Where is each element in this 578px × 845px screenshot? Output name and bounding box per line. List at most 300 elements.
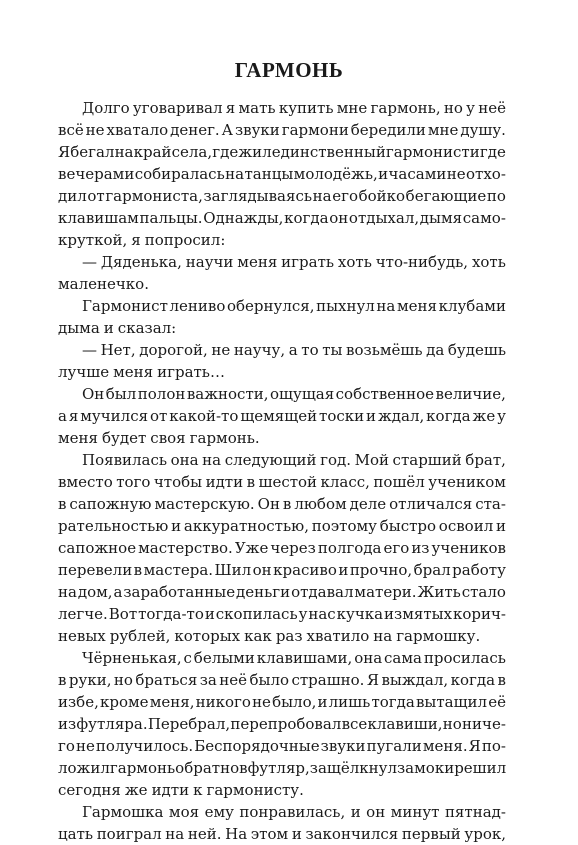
word: заглядываясь	[203, 187, 313, 205]
word: я	[131, 231, 141, 249]
word: и	[103, 319, 114, 337]
word: дом,	[77, 583, 113, 601]
word: в	[282, 495, 292, 513]
text-line	[58, 647, 506, 669]
text-line	[58, 207, 506, 229]
word: её	[488, 693, 506, 711]
text-line	[58, 603, 506, 625]
word: Я	[366, 671, 380, 689]
word: не	[75, 737, 95, 755]
word: меня	[58, 429, 99, 447]
word: меня	[237, 253, 278, 271]
text-line	[58, 383, 506, 405]
word: собиралась	[134, 165, 225, 183]
word: ста-	[475, 495, 506, 513]
word: пыхнул	[316, 297, 375, 315]
word: футляр,	[247, 759, 310, 777]
word: да	[426, 341, 445, 359]
word: гармониста,	[105, 187, 203, 205]
text-line	[58, 361, 506, 383]
word: щемящей	[240, 407, 318, 425]
word: по	[486, 187, 506, 205]
word: любом	[294, 495, 347, 513]
word: Он	[257, 495, 280, 513]
word: лучше	[58, 363, 110, 381]
word: было	[249, 671, 290, 689]
word: Чёрненькая,	[82, 649, 182, 667]
word: у	[497, 407, 506, 425]
word: легче.	[58, 605, 108, 623]
word: мать	[238, 99, 276, 117]
word: меня.	[422, 737, 468, 755]
word: тоски	[319, 407, 365, 425]
word: лениво	[169, 297, 226, 315]
word: и	[495, 517, 506, 535]
word: не	[85, 121, 105, 139]
word: ощущая	[270, 385, 335, 403]
word: кучка	[336, 605, 384, 623]
word: на	[202, 451, 222, 469]
word: кроме	[100, 693, 149, 711]
word: деньги	[236, 583, 291, 601]
word: Вот	[108, 605, 138, 623]
word: хоть	[337, 253, 372, 271]
word: у	[466, 99, 475, 117]
text-line	[58, 339, 506, 361]
word: отхо-	[466, 165, 506, 183]
word: а	[58, 407, 67, 425]
word: когда	[284, 209, 329, 227]
word: скопилась	[215, 605, 298, 623]
word: пугали	[366, 737, 422, 755]
word: обернулся,	[226, 297, 315, 315]
word: часами	[388, 165, 447, 183]
text-line	[58, 141, 506, 163]
word: звуки	[234, 121, 280, 139]
word: не	[211, 341, 231, 359]
word: Появилась	[82, 451, 168, 469]
word: цать	[58, 825, 94, 843]
word: Гармошка	[82, 803, 164, 821]
word: было,	[272, 693, 317, 711]
word: неё	[219, 671, 248, 689]
word: гармонь	[109, 759, 176, 777]
word: мастерскую.	[154, 495, 255, 513]
word: на	[376, 297, 396, 315]
word: ниче-	[462, 715, 506, 733]
word: от	[150, 407, 168, 425]
word: уговаривал	[132, 99, 223, 117]
word: и	[204, 605, 215, 623]
word: маленечко.	[58, 275, 149, 293]
word: обратно	[175, 759, 240, 777]
word: пальцы.	[139, 209, 203, 227]
text-line	[58, 449, 506, 471]
word: защёлкнул	[309, 759, 397, 777]
word: ложил	[58, 759, 110, 777]
word: как	[244, 627, 272, 645]
paragraph	[58, 801, 506, 845]
word: аккуратностью,	[183, 517, 309, 535]
word: вечерами	[58, 165, 135, 183]
word: она	[354, 649, 383, 667]
word: сама	[384, 649, 422, 667]
text-line	[58, 427, 506, 449]
word: пятнад-	[444, 803, 506, 821]
word: Он	[82, 385, 105, 403]
word: когда	[450, 671, 496, 689]
word: поиграл	[96, 825, 162, 843]
word: гармошку.	[396, 627, 481, 645]
word: и	[350, 803, 361, 821]
text-line	[58, 471, 506, 493]
word: замок	[397, 759, 445, 777]
word: тогда	[371, 693, 415, 711]
word: учеников	[431, 539, 506, 557]
word: понравилась,	[239, 803, 346, 821]
text-line	[58, 493, 506, 515]
text-line	[58, 823, 506, 845]
text-line	[58, 317, 506, 339]
word: научу,	[233, 341, 286, 359]
word: на	[225, 165, 245, 183]
word: он	[252, 561, 272, 579]
word: мне	[336, 99, 368, 117]
text-line	[58, 163, 506, 185]
word: перепробовал	[230, 715, 342, 733]
word: просилась	[423, 649, 506, 667]
text-line	[58, 537, 506, 559]
word: отдыхал,	[348, 209, 420, 227]
text-line	[58, 515, 506, 537]
word: полон	[137, 385, 186, 403]
word: работу	[452, 561, 506, 579]
word: Я	[468, 737, 481, 755]
word: Нет,	[100, 341, 136, 359]
word: класс,	[320, 473, 370, 491]
text-line	[58, 713, 506, 735]
word: танцы	[244, 165, 294, 183]
word: дымя	[419, 209, 463, 227]
word: но	[113, 671, 133, 689]
word: я	[225, 99, 236, 117]
word: величие,	[435, 385, 506, 403]
word: край	[133, 143, 172, 161]
word: —	[82, 341, 97, 359]
word: ждал,	[377, 407, 425, 425]
word: получилось.	[95, 737, 194, 755]
word: мучился	[80, 407, 149, 425]
word: сказал:	[117, 319, 177, 337]
word: с	[183, 649, 192, 667]
text-line	[58, 185, 506, 207]
word: на	[114, 143, 134, 161]
paragraph	[58, 295, 506, 339]
word: рательностью	[58, 517, 169, 535]
word: отдавал	[291, 583, 354, 601]
word: Однажды,	[203, 209, 284, 227]
word: Мой	[354, 451, 389, 469]
word: хватало	[106, 121, 169, 139]
word: браться	[135, 671, 198, 689]
paragraph	[58, 647, 506, 801]
word: го	[58, 737, 75, 755]
word: перевели	[58, 561, 133, 579]
word: Дяденька,	[100, 253, 182, 271]
word: сапожное	[58, 539, 137, 557]
word: купить	[278, 99, 334, 117]
word: и	[338, 561, 349, 579]
word: Перебрал,	[147, 715, 231, 733]
word: шестой	[258, 473, 318, 491]
word: не	[446, 165, 466, 183]
paragraph	[58, 383, 506, 449]
word: через	[270, 539, 316, 557]
word: лишь	[328, 693, 371, 711]
word: раз	[275, 627, 303, 645]
paragraph	[58, 97, 506, 251]
word: мастерство.	[138, 539, 233, 557]
word: и	[444, 759, 455, 777]
word: в	[497, 671, 506, 689]
word: и	[378, 165, 389, 183]
word: а	[113, 583, 123, 601]
word: попросил:	[144, 231, 226, 249]
word: но	[443, 99, 463, 117]
word: мне	[427, 121, 459, 139]
word: душу.	[460, 121, 506, 139]
word: быстро	[379, 517, 437, 535]
word: а	[288, 341, 298, 359]
word: и	[171, 517, 182, 535]
word: на	[373, 627, 393, 645]
word: звуки	[320, 737, 366, 755]
word: выждал,	[381, 671, 449, 689]
word: денег.	[170, 121, 220, 139]
word: будешь	[447, 341, 506, 359]
word: идти	[205, 473, 244, 491]
word: На	[225, 825, 248, 843]
word: за	[199, 671, 217, 689]
word: гармони	[281, 121, 349, 139]
word: бередили	[350, 121, 426, 139]
word: мастера.	[143, 561, 214, 579]
text-line	[58, 273, 506, 295]
word: но	[442, 715, 462, 733]
word: того	[116, 473, 151, 491]
word: само-	[462, 209, 506, 227]
word: нас	[308, 605, 336, 623]
word: меня	[396, 297, 437, 315]
word: на	[312, 187, 332, 205]
word: сапожную	[69, 495, 152, 513]
text-line	[58, 295, 506, 317]
text-line	[58, 779, 506, 801]
word: Беспорядочные	[194, 737, 320, 755]
word: старший	[392, 451, 462, 469]
paragraph	[58, 339, 506, 383]
word: клубами	[438, 297, 506, 315]
word: какой-то	[169, 407, 239, 425]
word: гармонь.	[189, 429, 260, 447]
word: дил	[58, 187, 87, 205]
word: его	[332, 187, 358, 205]
word: хоть	[471, 253, 506, 271]
word: поэтому	[311, 517, 377, 535]
word: важности,	[186, 385, 269, 403]
word: из	[411, 539, 430, 557]
word: был	[105, 385, 137, 403]
word: белыми	[193, 649, 255, 667]
word: руки,	[68, 671, 112, 689]
text-line	[58, 625, 506, 647]
text-line	[58, 581, 506, 603]
word: что-нибудь,	[375, 253, 469, 271]
word: полгода	[317, 539, 382, 557]
word: меня,	[149, 693, 195, 711]
paragraph	[58, 251, 506, 295]
text-line	[58, 559, 506, 581]
word: бойко	[358, 187, 406, 205]
text-line	[58, 97, 506, 119]
word: ты	[322, 341, 343, 359]
word: футляра.	[76, 715, 148, 733]
word: же	[472, 407, 496, 425]
word: бегал	[70, 143, 115, 161]
word: прочно,	[349, 561, 413, 579]
word: невых	[58, 627, 106, 645]
word: и	[291, 825, 302, 843]
word: же	[124, 781, 148, 799]
word: играть…	[157, 363, 225, 381]
word: круткой,	[58, 231, 128, 249]
word: будет	[102, 429, 147, 447]
word: измятых	[384, 605, 453, 623]
word: жил	[238, 143, 272, 161]
text-line	[58, 691, 506, 713]
text-line	[58, 119, 506, 141]
word: тогда-то	[138, 605, 204, 623]
word: сегодня	[58, 781, 121, 799]
word: дыма	[58, 319, 100, 337]
word: у	[298, 605, 308, 623]
word: к	[193, 781, 203, 799]
word: год.	[320, 451, 352, 469]
word: клавишам	[58, 209, 139, 227]
word: матери.	[354, 583, 417, 601]
word: чтобы	[153, 473, 203, 491]
word: хватило	[306, 627, 370, 645]
word: Уже	[234, 539, 269, 557]
text-line	[58, 405, 506, 427]
text-line	[58, 251, 506, 273]
word: в	[133, 561, 143, 579]
word: и	[366, 407, 377, 425]
word: заработанные	[123, 583, 236, 601]
paragraph	[58, 449, 506, 647]
word: первый	[401, 825, 461, 843]
word: гармонисту.	[206, 781, 304, 799]
word: клавиши,	[367, 715, 443, 733]
word: где	[479, 143, 506, 161]
word: страшно.	[291, 671, 365, 689]
text-body	[58, 97, 506, 845]
word: и	[469, 143, 480, 161]
word: из	[58, 715, 77, 733]
word: не	[252, 693, 271, 711]
word: отличался	[389, 495, 473, 513]
word: Я	[58, 143, 71, 161]
word: и	[317, 693, 328, 711]
word: когда	[426, 407, 471, 425]
word: он	[366, 803, 386, 821]
text-line	[58, 229, 506, 251]
word: она	[170, 451, 199, 469]
word: ему	[204, 803, 234, 821]
word: собственное	[335, 385, 435, 403]
word: он	[329, 209, 349, 227]
word: ней.	[187, 825, 222, 843]
word: меня	[113, 363, 154, 381]
text-line	[58, 735, 506, 757]
word: Гармонист	[82, 297, 168, 315]
word: освоил	[438, 517, 494, 535]
word: неё	[478, 99, 506, 117]
word: то	[301, 341, 319, 359]
word: урок,	[464, 825, 506, 843]
word: которых	[174, 627, 241, 645]
word: гармонист	[385, 143, 470, 161]
word: на	[58, 583, 77, 601]
word: где	[212, 143, 239, 161]
word: единственный	[271, 143, 386, 161]
word: корич-	[453, 605, 506, 623]
word: бегающие	[405, 187, 487, 205]
word: никого	[195, 693, 251, 711]
word: решил	[454, 759, 506, 777]
word: рублей,	[109, 627, 171, 645]
word: клавишами,	[256, 649, 353, 667]
word: научи	[185, 253, 234, 271]
word: в	[239, 759, 248, 777]
word: закончился	[305, 825, 399, 843]
word: этом	[250, 825, 289, 843]
word: брал	[413, 561, 451, 579]
word: дорогой,	[139, 341, 208, 359]
word: в	[58, 671, 67, 689]
page-title: ГАРМОНЬ	[234, 58, 344, 82]
word: села,	[171, 143, 213, 161]
word: учеником	[428, 473, 506, 491]
word: в	[58, 495, 67, 513]
word: идти	[151, 781, 190, 799]
word: вытащил	[415, 693, 488, 711]
word: Жить	[417, 583, 461, 601]
word: всё	[58, 121, 84, 139]
word: Шил	[214, 561, 252, 579]
word: возьмёшь	[346, 341, 423, 359]
word: брат,	[465, 451, 506, 469]
word: гармонь,	[370, 99, 441, 117]
word: пошёл	[373, 473, 425, 491]
word: вместо	[58, 473, 113, 491]
word: избе,	[58, 693, 99, 711]
word: деле	[349, 495, 387, 513]
word: Долго	[82, 99, 130, 117]
word: своя	[150, 429, 186, 447]
word: на	[165, 825, 185, 843]
word: стало	[461, 583, 506, 601]
